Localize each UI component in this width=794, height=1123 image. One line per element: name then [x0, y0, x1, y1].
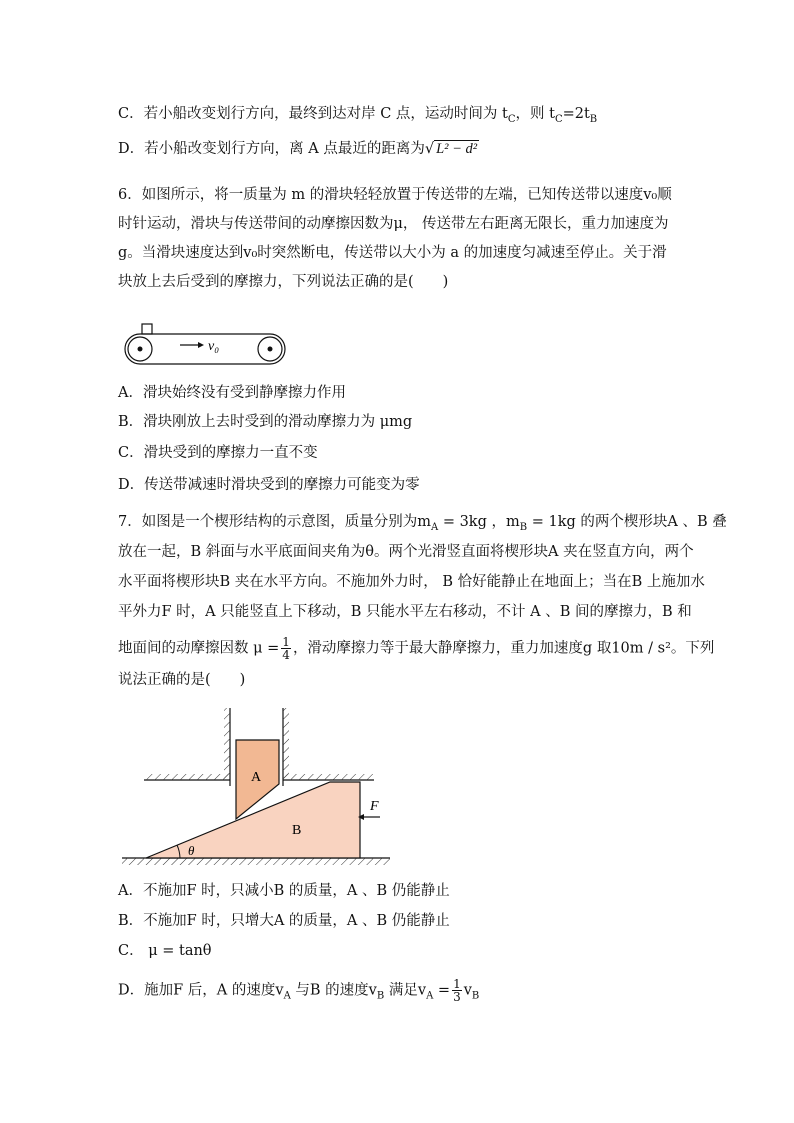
q7-option-a: A．不施加F 时，只减小B 的质量，A 、B 仍能静止	[118, 883, 450, 899]
q6-option-b: B．滑块刚放上去时受到的滑动摩擦力为 μmg	[118, 414, 413, 430]
q7-stem-line2: 放在一起，B 斜面与水平底面间夹角为θ。两个光滑竖直面将楔形块A 夹在竖直方向，两个	[118, 544, 694, 560]
q7-stem-line1: 7．如图是一个楔形结构的示意图，质量分别为$m_A = 3kg$ ，$m_B = 1kg$ 的两个楔形块A 、B 叠	[118, 514, 727, 533]
q6-conveyor-figure	[118, 318, 293, 370]
q7-stem-line5: 地面间的动摩擦因数 μ = $\frac{1}{4}$ ，滑动摩擦力等于最大静摩擦力，重力加速度g 取10m / s²。下列	[118, 635, 715, 662]
fraction-one-third: $\frac{1}{3}$	[453, 977, 461, 1004]
label-b: B	[292, 823, 302, 838]
label-theta: θ	[188, 843, 195, 858]
slider-block	[142, 324, 152, 334]
q7-stem-line4: 平外力F 时，A 只能竖直上下移动，B 只能水平左右移动，不计 A 、B 间的摩擦力，B 和	[118, 604, 692, 620]
velocity-arrow	[198, 342, 204, 348]
q5-option-d: D．若小船改变划行方向，离 A 点最近的距离为√ L² − d²	[118, 141, 478, 157]
q5-option-c: C．若小船改变划行方向，最终到达对岸 C 点，运动时间为 $t_C$，则 $t_C=2t_B$	[118, 106, 598, 125]
q6-option-d: D．传送带减速时滑块受到的摩擦力可能变为零	[118, 477, 420, 493]
q7-stem-line3: 水平面将楔形块B 夹在水平方向。不施加外力时， B 恰好能静止在地面上；当在B 上施加水	[118, 574, 705, 590]
q6-option-c: C．滑块受到的摩擦力一直不变	[118, 445, 318, 461]
q6-stem: 6．如图所示，将一质量为 m 的滑块轻轻放置于传送带的左端，已知传送带以速度v₀顺时针运动，滑块与传送带间的动摩擦因数为μ， 传送带左右距离无限长，重力加速度为 g。当滑块速度达到v₀时突然断电，传送带以大小为 a 的加速度匀减速至停止。关于滑块放上去后受到的摩擦力，下列说法正确的是( )	[118, 187, 672, 290]
q6-option-a: A．滑块始终没有受到静摩擦力作用	[118, 385, 346, 401]
velocity-label: v₀	[208, 339, 220, 354]
q7-option-d: D．施加F 后，A 的速度$v_A$ 与B 的速度$v_B$ 满足$v_A$ = $\frac{1}{3}$ $v_B$	[118, 977, 480, 1004]
label-f: F	[370, 799, 379, 814]
q7-option-b: B．不施加F 时，只增大A 的质量，A 、B 仍能静止	[118, 913, 450, 929]
q7-stem-line6: 说法正确的是( )	[118, 672, 246, 688]
label-a: A	[251, 770, 262, 785]
fraction-one-quarter: $\frac{1}{4}$	[282, 635, 290, 662]
q7-wedge-figure	[118, 706, 398, 871]
q7-option-c: C． μ = tanθ	[118, 943, 212, 959]
